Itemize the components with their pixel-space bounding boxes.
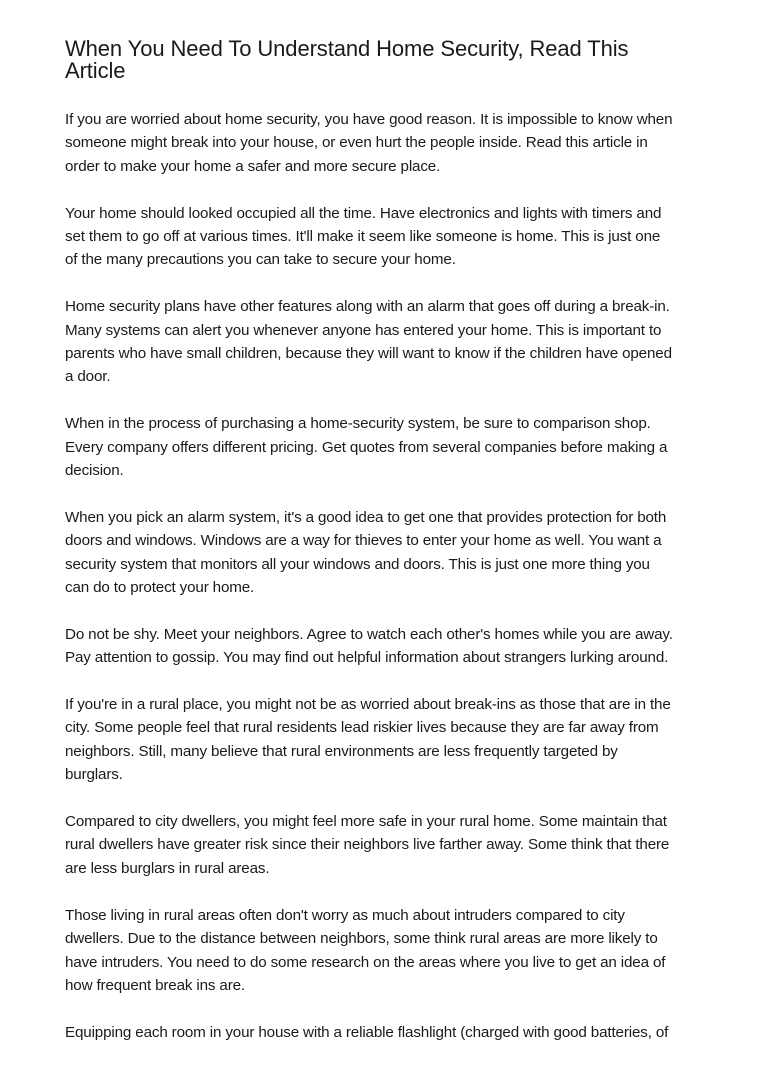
title-line: Article [65, 58, 126, 83]
paragraph-line: how frequent break ins are. [65, 976, 245, 994]
paragraph [65, 506, 713, 600]
paragraph [65, 202, 713, 272]
article-body [65, 108, 713, 1044]
paragraph-line: Many systems can alert you whenever anyone has entered your home. This is important to [65, 321, 662, 339]
paragraph-line: someone might break into your house, or even hurt the people inside. Read this article in [65, 134, 648, 152]
paragraph [65, 295, 713, 389]
paragraph [65, 693, 713, 787]
paragraph-line: Your home should looked occupied all the time. Have electronics and lights with timers and [65, 204, 662, 222]
paragraph-line: dwellers. Due to the distance between neighbors, some think rural areas are more likely to [65, 930, 658, 948]
paragraph [65, 108, 713, 178]
paragraph-line: set them to go off at various times. It'll make it seem like someone is home. This is just one [65, 228, 661, 246]
paragraph-line: security system that monitors all your windows and doors. This is just one more thing you [65, 555, 650, 573]
paragraph-line: Compared to city dwellers, you might feel more safe in your rural home. Some maintain that [65, 813, 667, 831]
paragraph-line: Pay attention to gossip. You may find out helpful information about strangers lurking around. [65, 649, 669, 667]
paragraph-line: If you are worried about home security, you have good reason. It is impossible to know when [65, 111, 673, 128]
document-page [65, 38, 713, 1068]
paragraph-line: can do to protect your home. [65, 579, 255, 597]
paragraph-line: When in the process of purchasing a home-security system, be sure to comparison shop. [65, 415, 651, 433]
paragraph-line: rural dwellers have greater risk since their neighbors live farther away. Some think that there [65, 836, 670, 854]
page-title [65, 38, 713, 82]
paragraph-line: decision. [65, 462, 124, 480]
paragraph [65, 810, 713, 880]
paragraph-line: doors and windows. Windows are a way for thieves to enter your home as well. You want a [65, 532, 662, 550]
paragraph-line: parents who have small children, because they will want to know if the children have opened [65, 345, 672, 363]
paragraph-line: are less burglars in rural areas. [65, 859, 270, 877]
paragraph-line: city. Some people feel that rural residents lead riskier lives because they are far away from [65, 719, 659, 737]
paragraph [65, 412, 713, 482]
paragraph-line: of the many precautions you can take to secure your home. [65, 251, 456, 269]
paragraph-line: Do not be shy. Meet your neighbors. Agree to watch each other's homes while you are away. [65, 625, 673, 643]
paragraph-line: neighbors. Still, many believe that rural environments are less frequently targeted by [65, 742, 618, 760]
paragraph-line: Equipping each room in your house with a reliable flashlight (charged with good batteries, of [65, 1023, 669, 1041]
paragraph-line: have intruders. You need to do some research on the areas where you live to get an idea of [65, 953, 666, 971]
paragraph-line: burglars. [65, 766, 123, 784]
paragraph [65, 1021, 713, 1044]
title-line: When You Need To Understand Home Security, Read This [65, 36, 629, 61]
paragraph [65, 904, 713, 998]
paragraph-line: Every company offers different pricing. Get quotes from several companies before making a [65, 438, 668, 456]
paragraph-line: If you're in a rural place, you might not be as worried about break-ins as those that are in the [65, 696, 671, 714]
paragraph-line: Those living in rural areas often don't worry as much about intruders compared to city [65, 906, 625, 924]
paragraph [65, 623, 713, 670]
paragraph-line: When you pick an alarm system, it's a good idea to get one that provides protection for both [65, 508, 667, 526]
paragraph-line: order to make your home a safer and more secure place. [65, 157, 441, 175]
paragraph-line: Home security plans have other features along with an alarm that goes off during a break-in. [65, 298, 670, 316]
paragraph-line: a door. [65, 368, 111, 386]
